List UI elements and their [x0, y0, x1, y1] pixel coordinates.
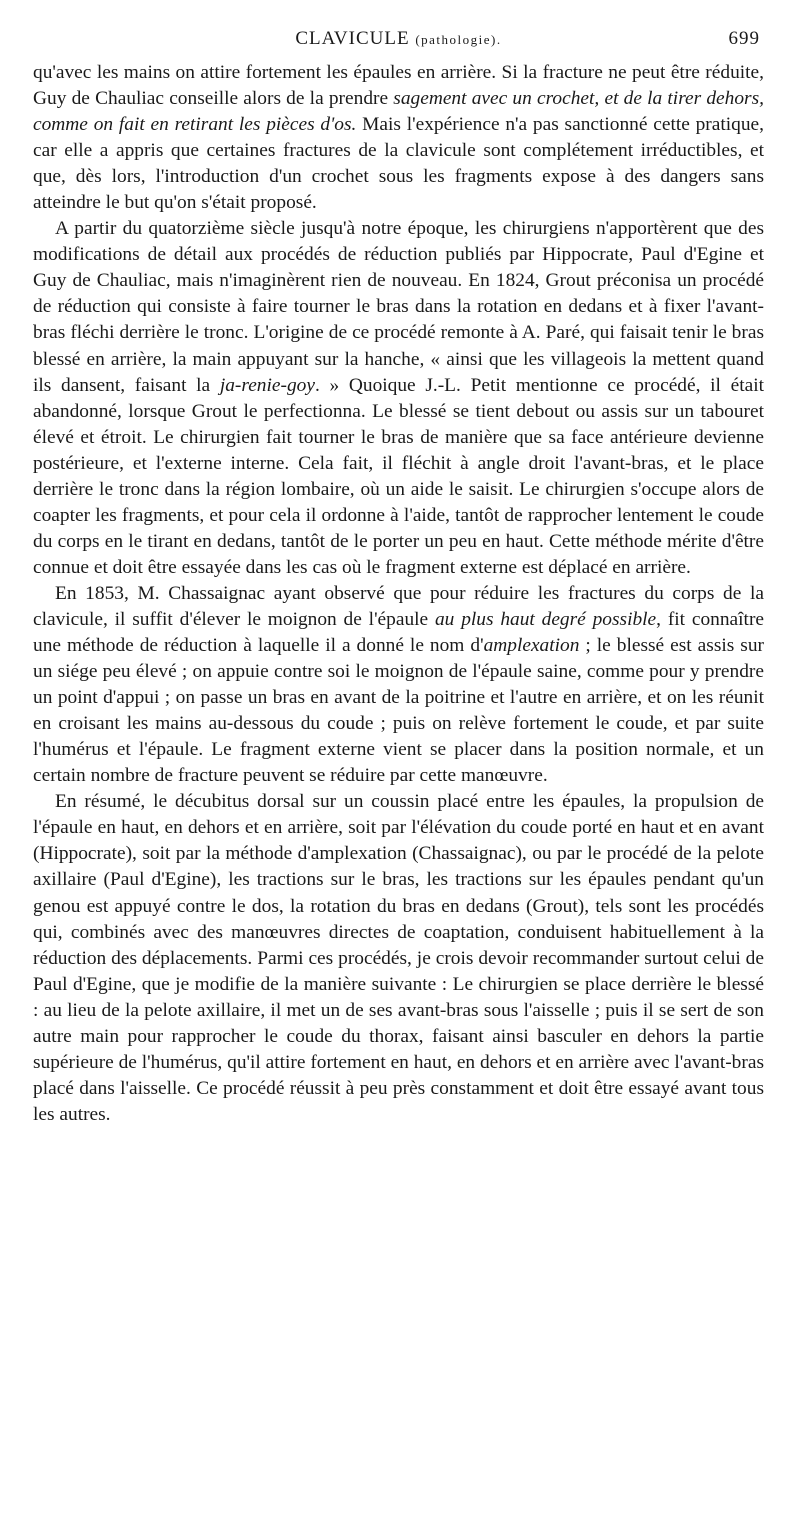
book-page — [33, 28, 764, 1128]
text-run: ; le blessé est assis sur un siége peu élevé ; on appuie contre soi le moignon de l'épaule saine, comme pour y prendre un point d'appui ; on passe un bras en avant de la poitrine et l'autre en arrière, et on les réunit en croisant les mains au-dessous du coude ; puis on relève fortement le coude, et par suite l'humérus et l'épaule. Le fragment externe vient se placer dans la position normale, et un certain nombre de fracture peuvent se réduire par cette manœuvre. — [33, 635, 764, 787]
text-run: . » Quoique J.-L. Petit mentionne ce procédé, il était abandonné, lorsque Grout le perfectionna. Le blessé se tient debout ou assis sur un tabouret élevé et étroit. Le chirurgien fait tourner le bras de manière que sa face antérieure devienne postérieure, et l'externe interne. Cela fait, il fléchit à angle droit l'avant-bras, et le place derrière le tronc dans la région lombaire, où un aide le saisit. Le chirurgien s'occupe alors de coapter les fragments, et pour cela il ordonne à l'aide, tantôt de rapprocher lentement le coude du corps en le tirant en dedans, tantôt de le porter un peu en haut. Cette méthode mérite d'être connue et doit être essayée dans les cas où le fragment externe est déplacé en arrière. — [33, 374, 764, 578]
page-number: 699 — [728, 28, 760, 49]
text-run: Mais l'expérience n'a pas sanctionné cette pratique, car elle a appris que certaines fractures de la clavicule sont complétement irréductibles, et que, dès lors, l'introduction d'un crochet sous les fragments expose à des dangers sans atteindre le but qu'on s'était proposé. — [33, 114, 764, 214]
running-title — [33, 28, 764, 50]
running-title-main: CLAVICULE — [295, 28, 410, 49]
text-run: En 1853, M. Chassaignac ayant observé que pour réduire les fractures du corps de la clavicule, il suffit d'élever le moignon de l'épaule — [33, 582, 764, 630]
paragraph-4 — [33, 789, 764, 1128]
paragraph-3 — [33, 581, 764, 789]
italic-run: au plus haut degré possible — [434, 608, 657, 630]
italic-run: amplexation — [483, 635, 580, 657]
text-run: A partir du quatorzième siècle jusqu'à notre époque, les chirurgiens n'apportèrent que des modifications de détail aux procédés de réduction publiés par Hippocrate, Paul d'Egine et Guy de Chauliac, mais n'imaginèrent rien de nouveau. En 1824, Grout préconisa un procédé de réduction qui consiste à faire tourner le bras dans la rotation en dedans et à fixer l'avant-bras fléchi derrière le tronc. L'origine de ce procédé remonte à A. Paré, qui faisait tenir le bras blessé en arrière, la main appuyant sur la hanche, « ainsi que les villageois la mettent quand ils dansent, faisant la — [33, 218, 764, 396]
italic-run: sagement avec un crochet, et de la tirer dehors, comme on fait en retirant les pièces d'os. — [33, 88, 764, 136]
text-run: En résumé, le décubitus dorsal sur un coussin placé entre les épaules, la propulsion de l'épaule en haut, en dehors et en arrière, soit par l'élévation du coude porté en haut et en avant (Hippocrate), soit par la méthode d'amplexation (Chassaignac), ou par le procédé de la pelote axillaire (Paul d'Egine), les tractions sur le bras, les tractions sur les épaules pendant qu'un genou est appuyé contre le dos, la rotation du bras en dedans (Grout), tels sont les procédés qui, combinés avec des manœuvres directes de coaptation, conduisent habituellement à la réduction des déplacements. Parmi ces procédés, je crois devoir recommander surtout celui de Paul d'Egine, que je modifie de la manière suivante : Le chirurgien se place derrière le blessé : au lieu de la pelote axillaire, il met un de ses avant-bras sous l'aisselle ; puis il se sert de son autre main pour rapprocher le coude du thorax, faisant ainsi basculer en dehors la partie supérieure de l'humérus, qu'il attire fortement en haut, en dehors et en arrière avec l'avant-bras placé dans l'aisselle. Ce procédé réussit à peu près constamment et doit être essayé avant tous les autres. — [33, 791, 764, 1125]
text-run: qu'avec les mains on attire fortement les épaules en arrière. Si la fracture ne peut être réduite, Guy de Chauliac conseille alors de la prendre — [33, 62, 764, 110]
paragraph-1 — [33, 60, 764, 216]
italic-run: ja-renie-goy — [219, 374, 315, 396]
paragraph-2 — [33, 216, 764, 581]
running-head — [33, 28, 764, 58]
body-text — [33, 60, 764, 1128]
text-run: , fit connaître une méthode de réduction à laquelle il a donné le nom d' — [33, 608, 765, 657]
running-title-sub: (pathologie). — [415, 32, 502, 47]
